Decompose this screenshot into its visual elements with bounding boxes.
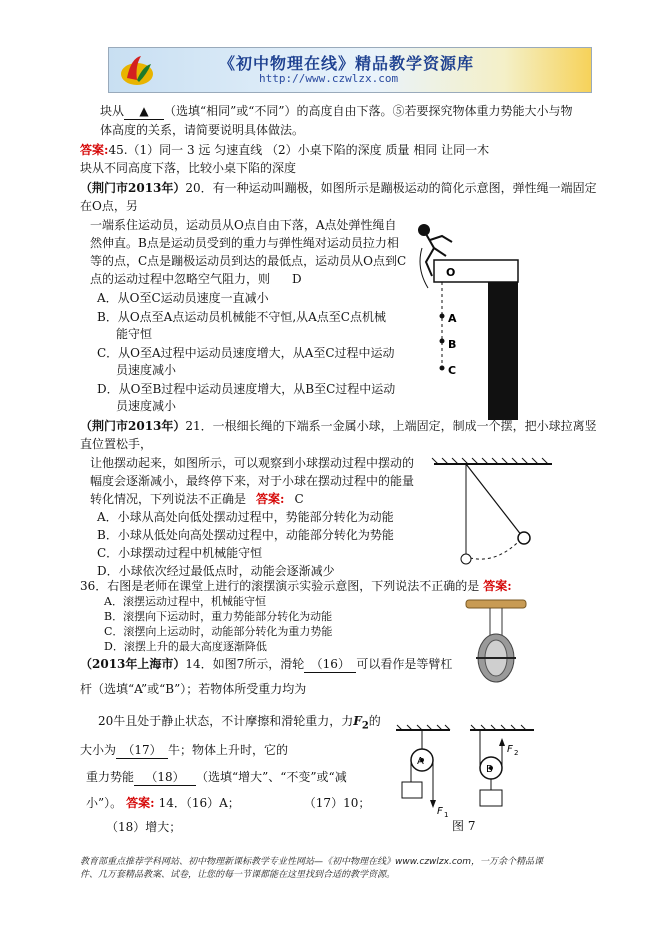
q20-option-d: D．从O至B过程中运动员速度增大，从B至C过程中运动 (97, 382, 396, 396)
point-c-label: C (448, 364, 457, 377)
q21-stem-3: 让他摆动起来，如图所示，可以观察到小球摆动过程中摆动的 (90, 456, 415, 470)
q21-option-d: D．小球依次经过最低点时，动能会逐渐减少 (97, 564, 335, 578)
point-a-label: A (448, 312, 457, 325)
ball-raised (518, 532, 530, 544)
q14-stem-3: 20牛且处于静止状态，不计摩擦和滑轮重力，力$F_2$的 (98, 714, 381, 732)
cliff-wall (488, 262, 518, 420)
svg-text:F: F (507, 744, 513, 755)
figure-caption: 图 7 (452, 819, 476, 833)
header-banner (108, 47, 592, 93)
q21-option-c: C．小球摆动过程中机械能守恒 (97, 546, 263, 560)
q45-continuation: 块从 ▲ （选填“相同”或“不同”）的高度自由下落。⑤若要探究物体重力势能大小与物 (100, 104, 573, 118)
q21-stem-4: 幅度会逐渐减小，最终停下来，对于小球在摆动过程中的能量 (90, 474, 415, 488)
q20-stem-6: 点的运动过程中忽略空气阻力，则 D (90, 272, 302, 286)
footer-line-1: 教育部重点推荐学科网站、初中物理新课标教学专业性网站—《初中物理在线》www.czwlzx.com，一万余个精品课 (80, 857, 544, 867)
q14-answer-2: （18）增大； (106, 820, 182, 834)
banner-url[interactable]: http://www.czwlzx.com (259, 72, 399, 85)
svg-text:2: 2 (514, 749, 519, 757)
q14-stem-5: 重力势能 （18） （选填“增大”、“不变”或“减 (86, 770, 347, 784)
point-b (440, 339, 445, 344)
q36-option-d: D．滚摆上升的最大高度逐渐降低 (104, 640, 267, 653)
q21-answer: C (294, 492, 304, 506)
pulley-figure (394, 724, 540, 832)
q20-answer: D (292, 272, 302, 286)
q14-answer: 小”）。 答案: 14．（16）A； （17）10； (86, 796, 371, 810)
q45-answer-2: 块从不同高度下落，比较小桌下陷的深度 (80, 161, 297, 175)
q45-answer: 答案:45.（1）同一 3 远 匀速直线 （2）小桌下陷的深度 质量 相同 让同一木 (80, 143, 490, 157)
q21-stem-2: 直位置松手， (80, 437, 153, 451)
bungee-figure (412, 218, 522, 420)
q20-stem-2: 在O点，另 (80, 199, 138, 213)
q14-stem: （2013年上海市）14．如图7所示，滑轮 （16） 可以看作是等臂杠 (80, 657, 453, 671)
pulley-b-label: B (486, 764, 493, 775)
q20-option-a: A．从O至C运动员速度一直减小 (97, 291, 269, 305)
weight-b (480, 790, 502, 806)
weight-a (402, 782, 422, 798)
q20-option-b-2: 能守恒 (116, 327, 153, 341)
pendulum-figure (428, 456, 558, 568)
blank-17: （17） (116, 742, 168, 759)
svg-text:F: F (437, 806, 443, 817)
q45-continuation-2: 体高度的关系，请简要说明具体做法。 (100, 123, 305, 137)
q21-stem: （荆门市2013年）21．一根细长绳的下端系一金属小球，上端固定，制成一个摆，把小球拉离竖 (80, 419, 597, 433)
ball-bottom (461, 554, 471, 564)
q21-stem-5: 转化情况，下列说法不正确是 答案: C (90, 492, 304, 506)
q21-option-a: A．小球从高处向低处摆动过程中，势能部分转化为动能 (97, 510, 394, 524)
logo-icon (119, 52, 155, 88)
point-o-label: O (446, 266, 456, 279)
blank-16: （16） (304, 656, 356, 673)
q20-stem-4: 然伸直。B点是运动员受到的重力与弹性绳对运动员拉力相 (90, 236, 399, 250)
q36-option-a: A．滚摆运动过程中，机械能守恒 (104, 595, 266, 608)
q45-blank: ▲ (124, 103, 164, 120)
svg-text:1: 1 (444, 811, 449, 819)
rolling-pendulum-figure (466, 596, 526, 688)
q14-stem-2: 杆（选填“A”或“B”）；若物体所受重力均为 (80, 682, 307, 696)
footer (80, 856, 590, 882)
q36-stem: 36．右图是老师在课堂上进行的滚摆演示实验示意图，下列说法不正确的是 答案: (80, 579, 512, 593)
q20-option-c: C．从O至A过程中运动员速度增大，从A至C过程中运动 (97, 346, 395, 360)
q20-stem-3: 一端系住运动员，运动员从O点自由下落，A点处弹性绳自 (90, 218, 397, 232)
q20-option-b: B．从O点至A点运动员机械能不守恒,从A点至C点机械 (97, 310, 386, 324)
q20-option-c-2: 员速度减小 (116, 363, 177, 377)
q20-stem: （荆门市2013年）20．有一种运动叫蹦极，如图所示是蹦极运动的简化示意图，弹性绳一端固定 (80, 181, 597, 195)
point-a (440, 314, 445, 319)
banner-title: 《初中物理在线》精品教学资源库 (219, 54, 475, 73)
q20-option-d-2: 员速度减小 (116, 399, 177, 413)
q36-option-b: B．滚摆向下运动时，重力势能部分转化为动能 (104, 610, 333, 623)
point-b-label: B (448, 338, 457, 351)
q36-option-c: C．滚摆向上运动时，动能部分转化为重力势能 (104, 625, 333, 638)
blank-18: （18） (134, 769, 196, 786)
footer-line-2: 件、几万套精品教案、试卷，让您的每一节课都能在这里找到合适的教学资源。 (80, 870, 396, 880)
point-c (440, 366, 445, 371)
q20-stem-5: 等的点，C点是蹦极运动员到达的最低点，运动员从O点到C (90, 254, 407, 268)
q21-option-b: B．小球从低处向高处摆动过程中，动能部分转化为势能 (97, 528, 394, 542)
q14-stem-4: 大小为 （17） 牛；物体上升时，它的 (80, 743, 289, 757)
pulley-a-label: A (417, 756, 424, 767)
